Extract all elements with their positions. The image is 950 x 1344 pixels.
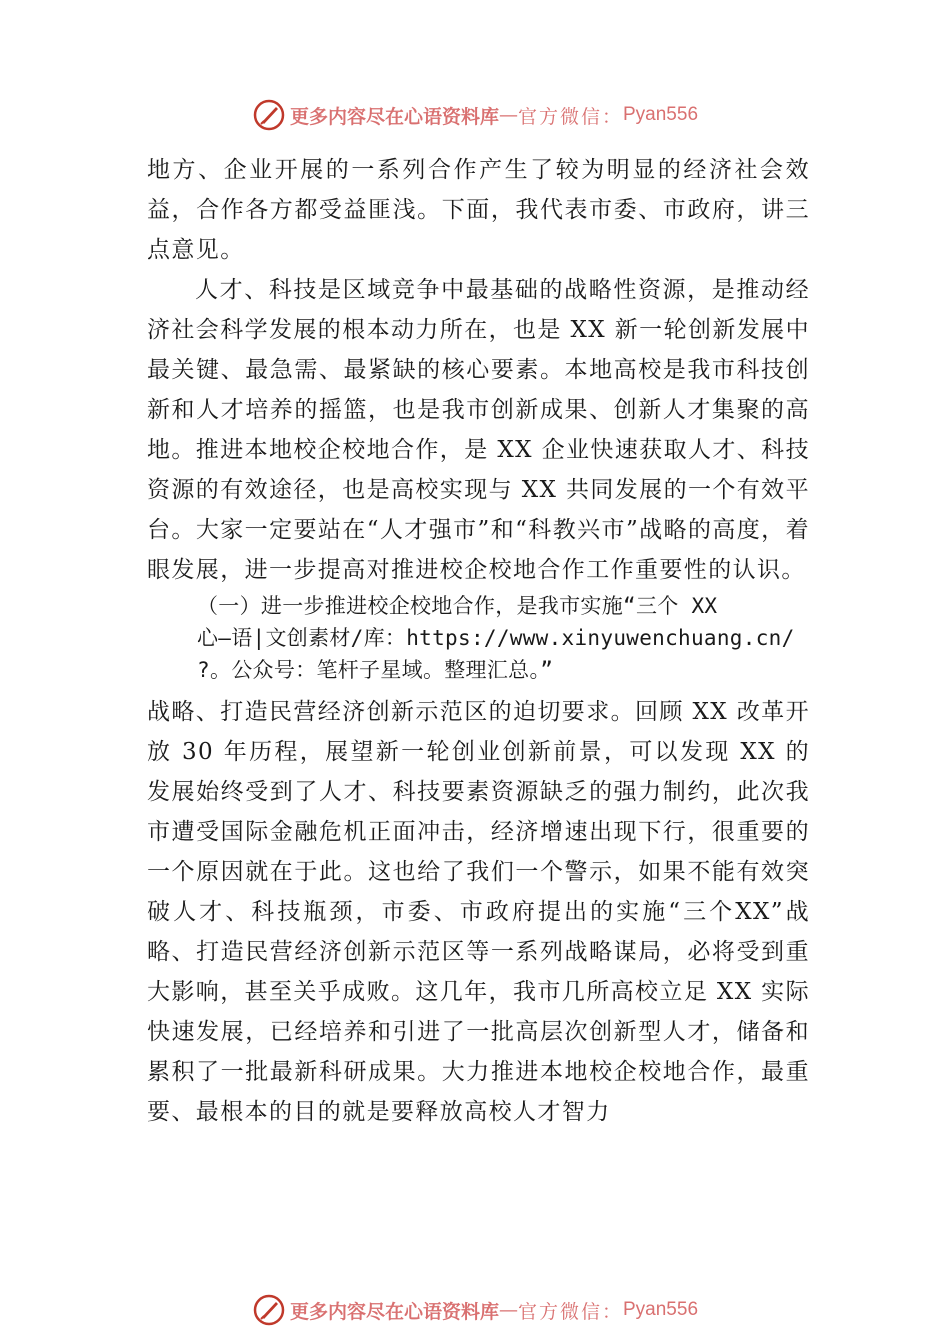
watermark-main-text: 更多内容尽在心语资料库 bbox=[289, 105, 499, 128]
watermark-label: 官方微信： bbox=[517, 1300, 623, 1323]
section-heading-line-1: （一）进一步推进校企校地合作，是我市实施“三个 XX bbox=[197, 594, 718, 618]
document-body bbox=[147, 150, 810, 1132]
quill-logo-icon bbox=[252, 1293, 286, 1327]
watermark-main-text: 更多内容尽在心语资料库 bbox=[289, 1300, 499, 1323]
watermark-dash: — bbox=[498, 1299, 518, 1321]
quill-logo-icon bbox=[252, 98, 286, 132]
watermark-id: Pyan556 bbox=[623, 104, 699, 125]
watermark-banner-bottom bbox=[0, 1290, 950, 1330]
watermark-dash: — bbox=[498, 104, 518, 126]
section-heading-1 bbox=[147, 590, 842, 686]
watermark-banner-top bbox=[0, 95, 950, 135]
section-heading-line-3: ?。公众号：笔杆子星域。整理汇总。” bbox=[197, 658, 554, 682]
watermark-label: 官方微信： bbox=[517, 105, 623, 128]
paragraph-2: 人才、科技是区域竞争中最基础的战略性资源，是推动经济社会科学发展的根本动力所在，也是 XX 新一轮创新发展中最关键、最急需、最紧缺的核心要素。本地高校是我市科技创新和人才培养的摇篮，也是我市创新成果、创新人才集聚的高地。推进本地校企校地合作，是 XX 企业快速获取人才、科技资源的有效途径，也是高校实现与 XX 共同发展的一个有效平台。大家一定要站在“人才强市”和“科教兴市”战略的高度，着眼发展，进一步提高对推进校企校地合作工作重要性的认识。 bbox=[147, 277, 810, 583]
paragraph-3: 战略、打造民营经济创新示范区的迫切要求。回顾 XX 改革开放 30 年历程，展望新一轮创业创新前景，可以发现 XX 的发展始终受到了人才、科技要素资源缺乏的强力制约，此次我市遭受国际金融危机正面冲击，经济增速出现下行，很重要的一个原因就在于此。这也给了我们一个警示，如果不能有效突破人才、科技瓶颈，市委、市政府提出的实施“三个XX”战略、打造民营经济创新示范区等一系列战略谋局，必将受到重大影响，甚至关乎成败。这几年，我市几所高校立足 XX 实际快速发展，已经培养和引进了一批高层次创新型人才，储备和累积了一批最新科研成果。大力推进本地校企校地合作，最重要、最根本的目的就是要释放高校人才智力 bbox=[147, 699, 810, 1125]
paragraph-1: 地方、企业开展的一系列合作产生了较为明显的经济社会效益，合作各方都受益匪浅。下面，我代表市委、市政府，讲三点意见。 bbox=[147, 157, 810, 263]
watermark-id: Pyan556 bbox=[623, 1299, 699, 1320]
section-heading-line-2: 心—语|文创素材/库：https://www.xinyuwenchuang.cn/ bbox=[197, 626, 795, 650]
